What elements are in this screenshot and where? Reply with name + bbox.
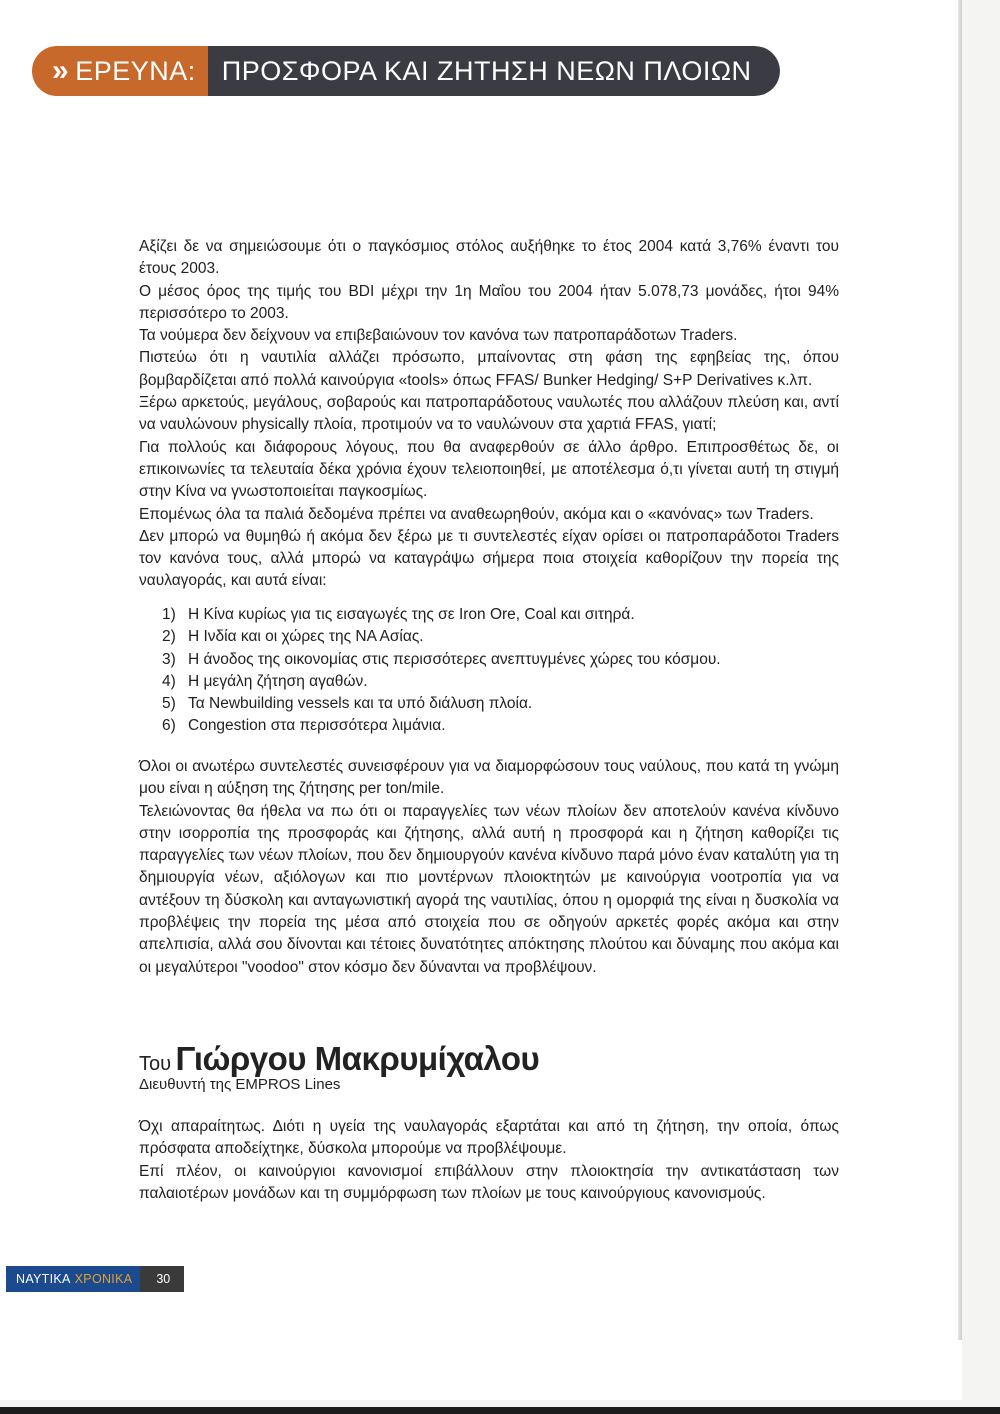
paragraph: Δεν μπορώ να θυμηθώ ή ακόμα δεν ξέρω με τι συντελεστές είχαν ορίσει οι πατροπαράδοτοι Traders τον κανόνα τους, αλλά μπορώ να καταγράψω σήμερα ποια στοιχεία καθορίζουν την πορεία της ναυλαγοράς, και αυτά είναι: [139,527,839,590]
page-edge [958,0,962,1340]
author-role: Διευθυντή της EMPROS Lines [139,1076,341,1093]
list-number: 4) [162,672,176,690]
factors-list [162,604,721,738]
closing-text [139,756,839,979]
page-number: 30 [140,1266,184,1292]
list-text: Η μεγάλη ζήτηση αγαθών. [188,672,368,690]
paragraph: Τελειώνοντας θα ήθελα να πω ότι οι παραγγελίες των νέων πλοίων δεν αποτελούν κανένα κίνδυνο στην ισορροπία της προσφοράς και ζήτησης, αλλά αυτή η προσφορά και η ζήτηση καθορίζει τις παραγγελίες των νέων πλοίων, που δεν δημιουργούν κανένα κίνδυνο παρά μόνο έναν καταλύτη για τη δημιουργία νέων, αξιόλογων και πιο μοντέρνων πλοιοκτητών με καινούργια νοοτροπία για να αντέξουν τη δύσκολη και ανταγωνιστική αγορά της ναυτιλίας, όπου η ομορφιά της είναι η δυσκολία να προβλέψεις την πορεία της μέσα από στοιχεία που σε οδηγούν αρκετές φορές ακόμα και στην απελπισία, αλλά σου δίνονται και τέτοιες δυνατότητες απόκτησης πλούτου και δύναμης που ακόμα και οι μεγαλύτεροι "voodoo" στον κόσμο δεν δύνανται να προβλέψουν. [139,802,839,976]
author-text [139,1116,839,1205]
list-item [162,671,721,693]
list-item [162,649,721,671]
chevron-icon: » [52,54,70,87]
magazine-name [6,1266,140,1292]
paragraph: Όλοι οι ανωτέρω συντελεστές συνεισφέρουν για να διαμορφώσουν τους ναύλους, που κατά τη γνώμη μου είναι η αύξηση της ζήτησης per ton/mile. [139,758,839,798]
section-label [32,46,208,96]
list-text: Η άνοδος της οικονομίας στις περισσότερες ανεπτυγμένες χώρες του κόσμου. [188,650,721,668]
paragraph: Για πολλούς και διάφορους λόγους, που θα αναφερθούν σε άλλο άρθρο. Επιπροσθέτως δε, οι επικοινωνίες τα τελευταία δέκα χρόνια έχουν τελειοποιηθεί, με αποτέλεσμα ό,τι γίνεται αυτή τη στιγμή στην Κίνα να γνωστοποιείται παγκοσμίως. [139,438,839,501]
list-text: Η Κίνα κυρίως για τις εισαγωγές της σε Iron Ore, Coal και σιτηρά. [188,606,635,623]
list-number: 1) [162,606,176,623]
paragraph: Τα νούμερα δεν δείχνουν να επιβεβαιώνουν τον κανόνα των πατροπαράδοτων Traders. [139,327,738,345]
list-number: 6) [162,717,176,735]
intro-text [139,236,839,593]
list-item [162,715,721,737]
paragraph: Όχι απαραίτητως. Διότι η υγεία της ναυλαγοράς εξαρτάται και από τη ζήτηση, την οποία, όπως πρόσφατα αποδείχτηκε, δύσκολα μπορούμε να προβλέψουμε. [139,1118,839,1158]
page-footer [6,1266,184,1292]
list-number: 2) [162,628,176,646]
section-name: ΕΡΕΥΝΑ: [75,55,196,86]
list-number: 3) [162,650,176,668]
page-edge [0,1407,1000,1414]
section-banner [32,46,780,96]
paragraph: Πιστεύω ότι η ναυτιλία αλλάζει πρόσωπο, μπαίνοντας στη φάση της εφηβείας της, όπου βομβαρδίζεται από πολλά καινούργια «tools» όπως FFAS/ Bunker Hedging/ S+P Derivatives κ.λπ. [139,349,839,389]
magazine-name-first: ΝΑΥΤΙΚΑ [16,1272,71,1286]
author-heading [139,1040,539,1078]
list-item [162,626,721,648]
list-text: Η Ινδία και οι χώρες της ΝΑ Ασίας. [188,628,424,646]
paragraph: Επί πλέον, οι καινούργιοι κανονισμοί επιβάλλουν στην πλοιοκτησία την αντικατάσταση των παλαιοτέρων μονάδων και τη συμμόρφωση των πλοίων με τους καινούργιους κανονισμούς. [139,1162,839,1202]
list-text: Congestion στα περισσότερα λιμάνια. [188,717,446,735]
author-name: Γιώργου Μακρυμίχαλου [175,1040,540,1077]
paragraph: Ξέρω αρκετούς, μεγάλους, σοβαρούς και πατροπαράδοτους ναυλωτές που αλλάζουν πλεύση και, αντί να ναυλώνουν physically πλοία, προτιμούν να το ναυλώνουν στα χαρτιά FFAS, γιατί; [139,394,839,434]
list-item [162,693,721,715]
list-text: Τα Newbuilding vessels και τα υπό διάλυση πλοία. [188,695,533,713]
magazine-name-second: ΧΡΟΝΙΚΑ [74,1272,133,1286]
paragraph: Αξίζει δε να σημειώσουμε ότι ο παγκόσμιος στόλος αυξήθηκε το έτος 2004 κατά 3,76% έναντι του έτους 2003. [139,238,839,278]
author-block [139,1040,539,1093]
article-title: ΠΡΟΣΦΟΡΑ ΚΑΙ ΖΗΤΗΣΗ ΝΕΩΝ ΠΛΟΙΩΝ [208,46,780,96]
paragraph: Ο μέσος όρος της τιμής του BDI μέχρι την 1η Μαΐου του 2004 ήταν 5.078,73 μονάδες, ήτοι 94% περισσότερο το 2003. [139,282,839,322]
paragraph: Επομένως όλα τα παλιά δεδομένα πρέπει να αναθεωρηθούν, ακόμα και ο «κανόνας» των Traders. [139,505,814,523]
list-number: 5) [162,695,176,713]
author-prefix: Του [139,1053,172,1075]
list-item [162,604,721,626]
